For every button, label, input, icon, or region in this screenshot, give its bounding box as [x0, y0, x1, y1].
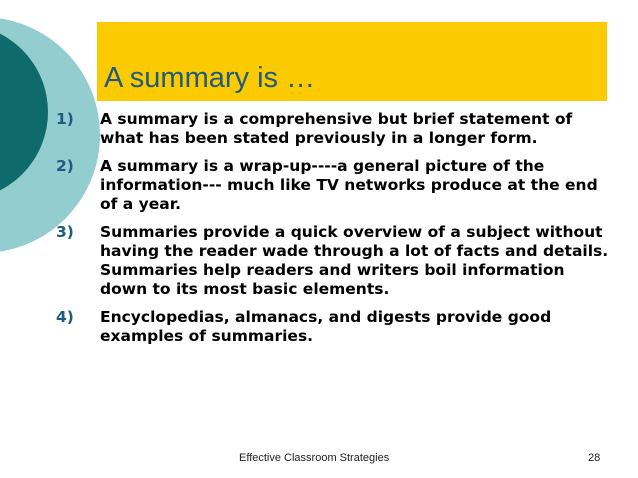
footer-caption: Effective Classroom Strategies: [239, 452, 390, 464]
list-item: [56, 223, 616, 299]
item-text: A summary is a comprehensive but brief statement of what has been stated previously in a longer form.: [100, 110, 573, 147]
summary-list: [56, 110, 616, 355]
item-number: 4): [56, 308, 74, 326]
list-item: [56, 308, 616, 346]
item-text: A summary is a wrap-up----a general picture of the information--- much like TV networks produce at the end of a year.: [100, 157, 598, 213]
item-number: 2): [56, 157, 74, 175]
page-number: 28: [588, 452, 601, 464]
item-text: Encyclopedias, almanacs, and digests provide good examples of summaries.: [100, 308, 552, 345]
list-item: [56, 110, 616, 148]
slide-title: A summary is …: [104, 62, 316, 94]
item-text: Summaries provide a quick overview of a subject without having the reader wade through a lot of facts and details. Summaries help readers and writers boil information down to its most basic elements.: [100, 223, 609, 298]
item-number: 3): [56, 223, 74, 241]
item-number: 1): [56, 110, 74, 128]
list-item: [56, 157, 616, 214]
